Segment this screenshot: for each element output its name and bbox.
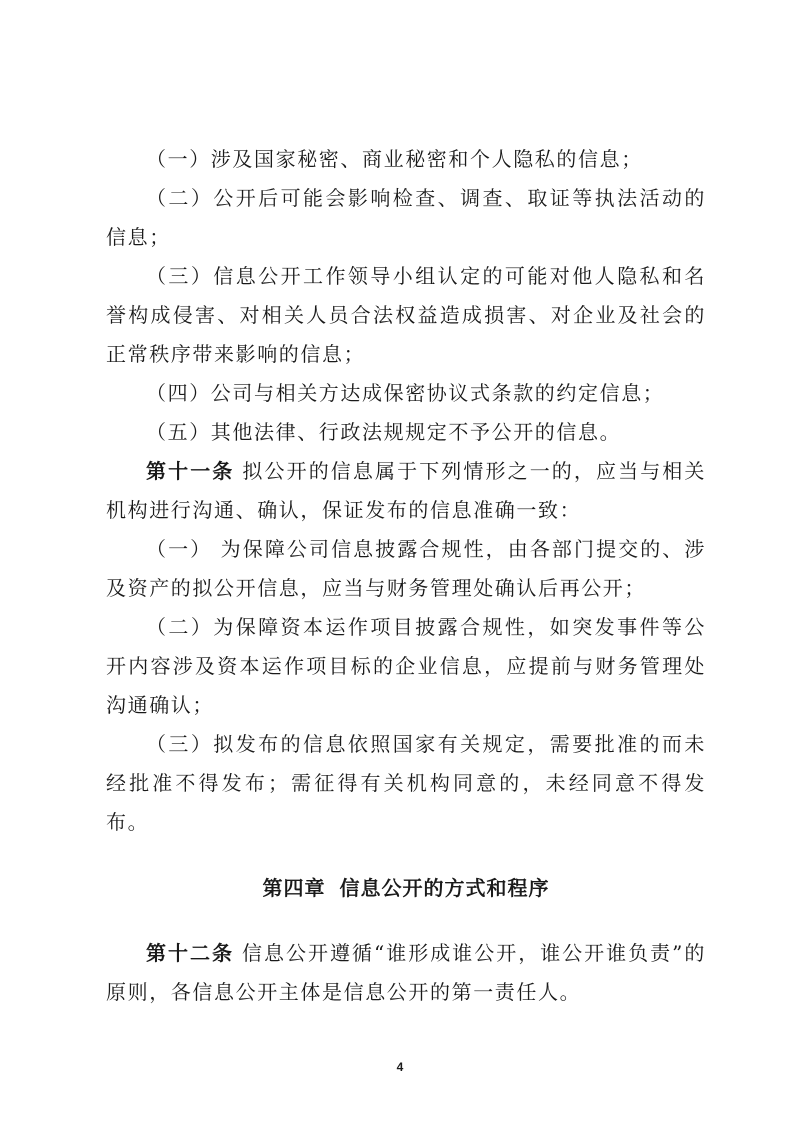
paragraph <box>106 374 706 413</box>
page-number: 4 <box>396 1060 404 1074</box>
article-number: 第十一条 <box>146 459 235 483</box>
paragraph-text: （四）公司与相关方达成保密协议式条款的约定信息； <box>146 381 665 405</box>
paragraph <box>106 530 706 608</box>
paragraph-text: （三）信息公开工作领导小组认定的可能对他人隐私和名誉构成侵害、对相关人员合法权益造成损害、对企业及社会的正常秩序带来影响的信息； <box>106 264 706 366</box>
paragraph-group-top <box>106 140 706 842</box>
paragraph-text: （一） 为保障公司信息披露合规性，由各部门提交的、涉及资产的拟公开信息，应当与财务管理处确认后再公开； <box>106 537 706 600</box>
chapter-number: 第四章 <box>262 876 326 900</box>
paragraph-group-bottom <box>106 934 706 1012</box>
paragraph <box>106 413 706 452</box>
paragraph-text: （三）拟发布的信息依照国家有关规定，需要批准的而未经批准不得发布；需征得有关机构同意的，未经同意不得发布。 <box>106 732 706 834</box>
paragraph-text: 拟公开的信息属于下列情形之一的，应当与相关机构进行沟通、确认，保证发布的信息准确一致： <box>106 459 706 522</box>
paragraph-text: 信息公开遵循“谁形成谁公开，谁公开谁负责”的原则，各信息公开主体是信息公开的第一责任人。 <box>106 941 706 1004</box>
paragraph-text: （一）涉及国家秘密、商业秘密和个人隐私的信息； <box>146 147 643 171</box>
paragraph <box>106 179 706 257</box>
chapter-heading <box>106 872 706 901</box>
chapter-title: 信息公开的方式和程序 <box>339 876 550 900</box>
paragraph <box>106 257 706 374</box>
paragraph <box>106 725 706 842</box>
paragraph-text: （二）公开后可能会影响检查、调查、取证等执法活动的信息； <box>106 186 706 249</box>
paragraph-text: （二）为保障资本运作项目披露合规性，如突发事件等公开内容涉及资本运作项目标的企业信息，应提前与财务管理处沟通确认； <box>106 615 706 717</box>
paragraph <box>106 608 706 725</box>
paragraph <box>106 140 706 179</box>
document-body <box>106 140 706 1012</box>
paragraph <box>106 452 706 530</box>
paragraph-text: （五）其他法律、行政法规规定不予公开的信息。 <box>146 420 622 444</box>
paragraph <box>106 934 706 1012</box>
article-number: 第十二条 <box>146 941 234 965</box>
